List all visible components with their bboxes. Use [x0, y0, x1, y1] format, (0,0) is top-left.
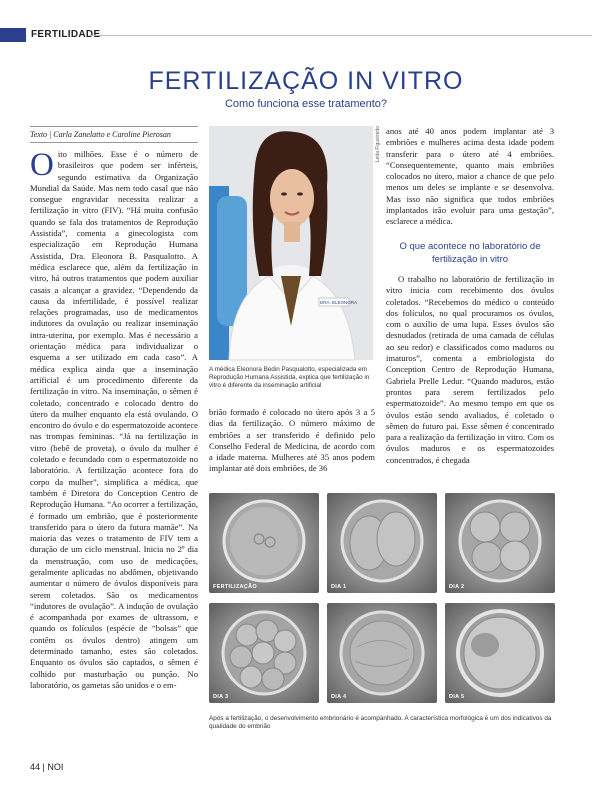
embryo-cells — [445, 603, 555, 703]
page-folio: 44 | NOI — [30, 762, 64, 772]
embryo-image — [209, 493, 319, 593]
column-3-text: O trabalho no laboratório de fertilização in vitro inicia com recebimento dos óvulos coletados. “Recebemos do médico o conteúdo dos folículos, no qual procuramos os óvulos, com o auxílio de uma lupa. Esses óvulos são desnudados (retirada de uma camada de células ao seu redor) e classificados como maduros ou imaturos”, comenta a embriologista do Conception Centro de Reprodução Humana, Gabriela Prelle Ledur. “Quando maduros, estão prontos para serem fertilizados pelo espermatozoide”. Ao mesmo tempo em que os óvulos estão sendo avaliados, é coletado o sêmen do futuro pai. Esse sêmen é concentrado para a realização da fertilização in vitro. Com os óvulos maduros e os espermatozoides concentrados, é chegada — [386, 274, 554, 465]
embryo-label: DIA 3 — [213, 694, 229, 700]
embryo-image — [327, 493, 437, 593]
embryo-label: DIA 5 — [449, 694, 465, 700]
embryo-label: FERTILIZAÇÃO — [213, 584, 257, 590]
drop-cap: O — [30, 147, 54, 183]
embryo-image — [445, 603, 555, 703]
section-label: FERTILIDADE — [31, 29, 101, 40]
embryo-image — [445, 493, 555, 593]
coat-name-badge: DRA. ELEONORA — [320, 300, 358, 305]
byline: Texto | Carla Zanelatto e Caroline Pierosan — [30, 126, 198, 143]
embryo-image — [209, 603, 319, 703]
section-color-bar — [0, 28, 26, 42]
column-1-text: ito milhões. Esse é o número de brasileiros que podem ser inférteis, segundo estimativa da Organização Mundial da Saúde. Mas nem todo casal que não consegue engravidar necessita realizar a fertilização in vitro (FIV). “Há muita confusão quando se fala dos tratamentos de Reprodução Assistida”, comenta a ginecologista com especialização em Reprodução Humana Assistida, Dra. Eleonora B. Pasqualotto. A médica esclarece que, além da fertilização in vitro, há outros tratamentos que podem auxiliar casais a alcançar a gravidez. “Dependendo da causa da infertilidade, é possível realizar relações programadas, uso de medicamentos indutores da ovulação ou realizar inseminação intra-uterina, por exemplo. Mas é necessário a orientação médica para individualizar o esquema a ser utilizado em cada caso”. A médica explica ainda que a inseminação artificial é um procedimento diferente da fertilização in vitro. Na inseminação, o sêmen é coletado, concentrado e colocado dentro do útero da mulher enquanto ela está ovulando. O encontro do óvulo e do espermatozoide acontece nas trompas femininas. “Já na fertilização in vitro (bebê de proveta), o óvulo da mulher é coletado e fecundado com o espermatozoide no laboratório. A fertilização acontece fora do corpo da mulher”, simplifica a médica, que também é Diretora do Conception Centro de Reprodução Humana. “Ao ocorrer a fertilização, é formado um embrião, que é posteriormente transferido para o útero da futura mamãe”. Na maioria das vezes o tratamento de FIV tem a duração de um ciclo menstrual. Inicia no 2º dia da menstruação, com uso de medicações, geralmente aplicadas no abdômen, objetivando aumentar o número de óvulos disponíveis para serem coletados. São os medicamentos “indutores de ovulação”. A indução de ovulação é acompanhada por exames de ultrassom, e quando os folículos (espécie de “bolsas” que contêm os óvulos dentro) atingem um determinado tamanho, estes são coletados. Enquanto os óvulos são captados, o sêmen é colhido por masturbação ou punção. No laboratório, os gametas são unidos e o em- — [30, 149, 198, 690]
embryo-cells — [445, 493, 555, 593]
embryo-cells — [327, 493, 437, 593]
article-column-1 — [30, 149, 198, 754]
embryo-cells — [209, 493, 319, 593]
embryo-label: DIA 4 — [331, 694, 347, 700]
doctor-portrait-illustration — [209, 126, 373, 360]
article-subtitle: Como funciona esse tratamento? — [224, 98, 388, 110]
article-column-3-top: anos até 40 anos podem implantar até 3 embriões e mulheres acima desta idade podem transferir para o útero até 4 embriões. “Consequentemente, quanto mais embriões colocados no útero, maior a chance de que pelo menos um deles se implante e se desenvolva. Mas isso não significa que todos embriões implantados irão evoluir para uma gestação”, esclarece a médica. — [386, 126, 554, 227]
article-column-3-bottom — [386, 274, 554, 464]
photo-caption: A médica Eleonora Bedin Pasqualotto, especializada em Reprodução Humana Assistida, explica que fertilização in vitro é diferente da inseminação artificial — [209, 366, 370, 389]
embryo-cells — [327, 603, 437, 703]
embryo-label: DIA 2 — [449, 584, 465, 590]
doctor-photo — [209, 126, 373, 360]
photo-credit: Leda Figueiredo — [375, 126, 381, 163]
embryo-label: DIA 1 — [331, 584, 347, 590]
article-title: FERTILIZAÇÃO IN VITRO — [148, 67, 464, 95]
embryo-cells — [209, 603, 319, 703]
embryo-caption: Após a fertilização, o desenvolvimento embrionário é acompanhado. A característica morfológica é um dos indicativos da qualidade do embrião — [209, 715, 552, 731]
article-column-2: brião formado é colocado no útero após 3 a 5 dias da fertilização. O número máximo de embriões a ser transferido é definido pelo Conselho Federal de Medicina, de acordo com a idade materna. Mulheres até 35 anos podem implantar até dois embriões, de 36 — [209, 407, 375, 474]
embryo-image — [327, 603, 437, 703]
section-subheading: O que acontece no laboratório de fertilização in vitro — [399, 241, 541, 265]
section-rule — [90, 35, 592, 36]
